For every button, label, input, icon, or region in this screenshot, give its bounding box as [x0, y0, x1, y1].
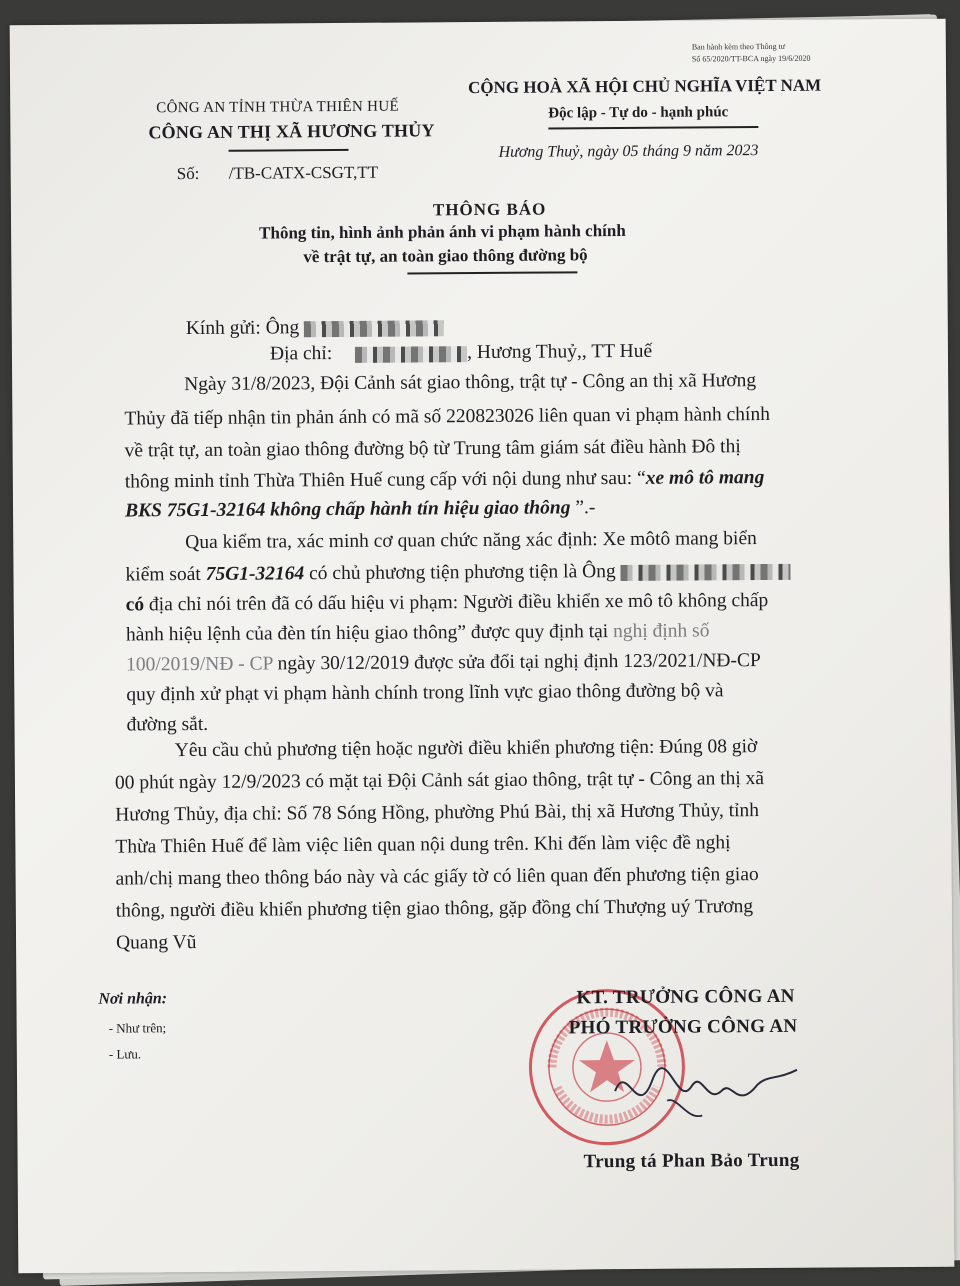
p3-line-7: Quang Vũ: [115, 932, 197, 954]
p2-line-5: [126, 646, 761, 680]
p1-line-4-text: thông minh tỉnh Thừa Thiên Huế cung cấp với nội dung như sau: “: [124, 467, 646, 493]
doc-subtitle-1: Thông tin, hình ảnh phản ánh vi phạm hành chính: [259, 220, 626, 243]
p1-quote-end: BKS 75G1-32164 không chấp hành tín hiệu giao thông: [124, 497, 571, 522]
p2-line-3-b: địa chỉ nói trên đã có dấu hiệu vi phạm: Người điều khiển xe mô tô không chấp: [144, 590, 769, 616]
signature-line-2: PHÓ TRƯỞNG CÔNG AN: [568, 1015, 798, 1039]
p2-line-5-b: ngày 30/12/2019 được sửa đổi tại nghị định 123/2021/NĐ-CP: [272, 650, 761, 675]
doc-title: THÔNG BÁO: [432, 199, 547, 220]
p2-line-2: [125, 556, 790, 591]
top-note-2: Số 65/2020/TT-BCA ngày 19/6/2020: [691, 53, 811, 64]
p3-line-5: anh/chị mang theo thông báo này và các giấy tờ có liên quan đến phương tiện giao: [115, 864, 759, 890]
p3-line-2: 00 phút ngày 12/9/2023 có mặt tại Đội Cảnh sát giao thông, trật tự - Công an thị xã: [114, 768, 765, 794]
title-underline: [407, 271, 577, 274]
p1-line-3: về trật tự, an toàn giao thông đường bộ từ Trung tâm giám sát điều hành Đô thị: [124, 436, 741, 462]
doc-subtitle-2: về trật tự, an toàn giao thông đường bộ: [303, 245, 588, 267]
address-label: Địa chỉ:: [269, 343, 333, 365]
p3-line-1: Yêu cầu chủ phương tiện hoặc người điều khiển phương tiện: Đúng 08 giờ: [174, 736, 758, 762]
recipients-item-2: - Lưu.: [108, 1046, 142, 1062]
p2-line-3: [126, 586, 769, 620]
p1-line-2: Thủy đã tiếp nhận tin phản ánh có mã số 220823026 liên quan vi phạm hành chính: [124, 403, 771, 430]
p1-quote-start: xe mô tô mang: [645, 467, 765, 489]
recipients-item-1: - Như trên;: [108, 1020, 167, 1036]
recipients-heading: Nơi nhận:: [98, 990, 168, 1008]
p2-line-7: đường sắt.: [126, 713, 209, 736]
to-label: Kính gửi: Ông: [185, 317, 300, 340]
p3-line-6: thông, người điều khiển phương tiện giao thông, gặp đồng chí Thượng uý Trương: [115, 896, 754, 922]
redacted-address: [355, 346, 467, 363]
org-underline: [229, 149, 349, 151]
p1-line-5: [125, 493, 595, 526]
p2-decree-no: 100/2019/NĐ - CP: [126, 653, 273, 676]
signer-name: Trung tá Phan Bảo Trung: [583, 1149, 800, 1173]
p2-plate: 75G1-32164: [205, 563, 305, 585]
p2-line-2-a: kiểm soát: [125, 563, 206, 586]
p2-line-2-c: có chủ phương tiện phương tiện là Ông: [304, 561, 616, 585]
address-tail: , Hương Thuỷ,, TT Huế: [467, 340, 653, 364]
redacted-owner: [621, 563, 791, 580]
document-page: [10, 19, 955, 1274]
p2-line-6: quy định xử phạt vi phạm hành chính trong lĩnh vực giao thông đường bộ và: [126, 680, 724, 706]
p1-line-1: Ngày 31/8/2023, Đội Cảnh sát giao thông, trật tự - Công an thị xã Hương: [184, 370, 757, 396]
doc-no-label: Số:: [176, 163, 200, 184]
org-parent: CÔNG AN TỈNH THỪA THIÊN HUẾ: [156, 98, 399, 117]
p2-line-4: [126, 616, 710, 650]
handwritten-signature: [607, 1050, 808, 1131]
motto-underline: [548, 126, 758, 129]
doc-no-value: /TB-CATX-CSGT,TT: [228, 162, 379, 183]
address-line: [270, 337, 652, 370]
p2-line-3-a: có: [125, 594, 145, 616]
motto: Độc lập - Tự do - hạnh phúc: [548, 104, 729, 122]
p1-line-5-tail: ”.-: [570, 497, 596, 519]
p1-line-4: [125, 463, 765, 497]
p3-line-3: Hương Thủy, địa chỉ: Số 78 Sóng Hồng, phường Phú Bài, thị xã Hương Thủy, tỉnh: [115, 800, 760, 826]
top-note-1: Ban hành kèm theo Thông tư: [691, 41, 786, 52]
nation-title: CỘNG HOÀ XÃ HỘI CHỦ NGHĨA VIỆT NAM: [468, 75, 822, 98]
p2-line-1: Qua kiểm tra, xác minh cơ quan chức năng xác định: Xe môtô mang biển: [185, 528, 757, 554]
signature-line-1: KT. TRƯỞNG CÔNG AN: [576, 985, 795, 1009]
p2-line-4-a: hành hiệu lệnh của đèn tín hiệu giao thông” được quy định tại: [125, 621, 614, 646]
p3-line-4: Thừa Thiên Huế để làm việc liên quan nội dung trên. Khi đến làm việc đề nghị: [115, 832, 731, 858]
org-name: CÔNG AN THỊ XÃ HƯƠNG THỦY: [148, 120, 435, 143]
p2-decree-ref: nghị định số: [612, 620, 710, 643]
redacted-name: [304, 320, 444, 337]
place-date: Hương Thuỷ, ngày 05 tháng 9 năm 2023: [498, 142, 759, 161]
